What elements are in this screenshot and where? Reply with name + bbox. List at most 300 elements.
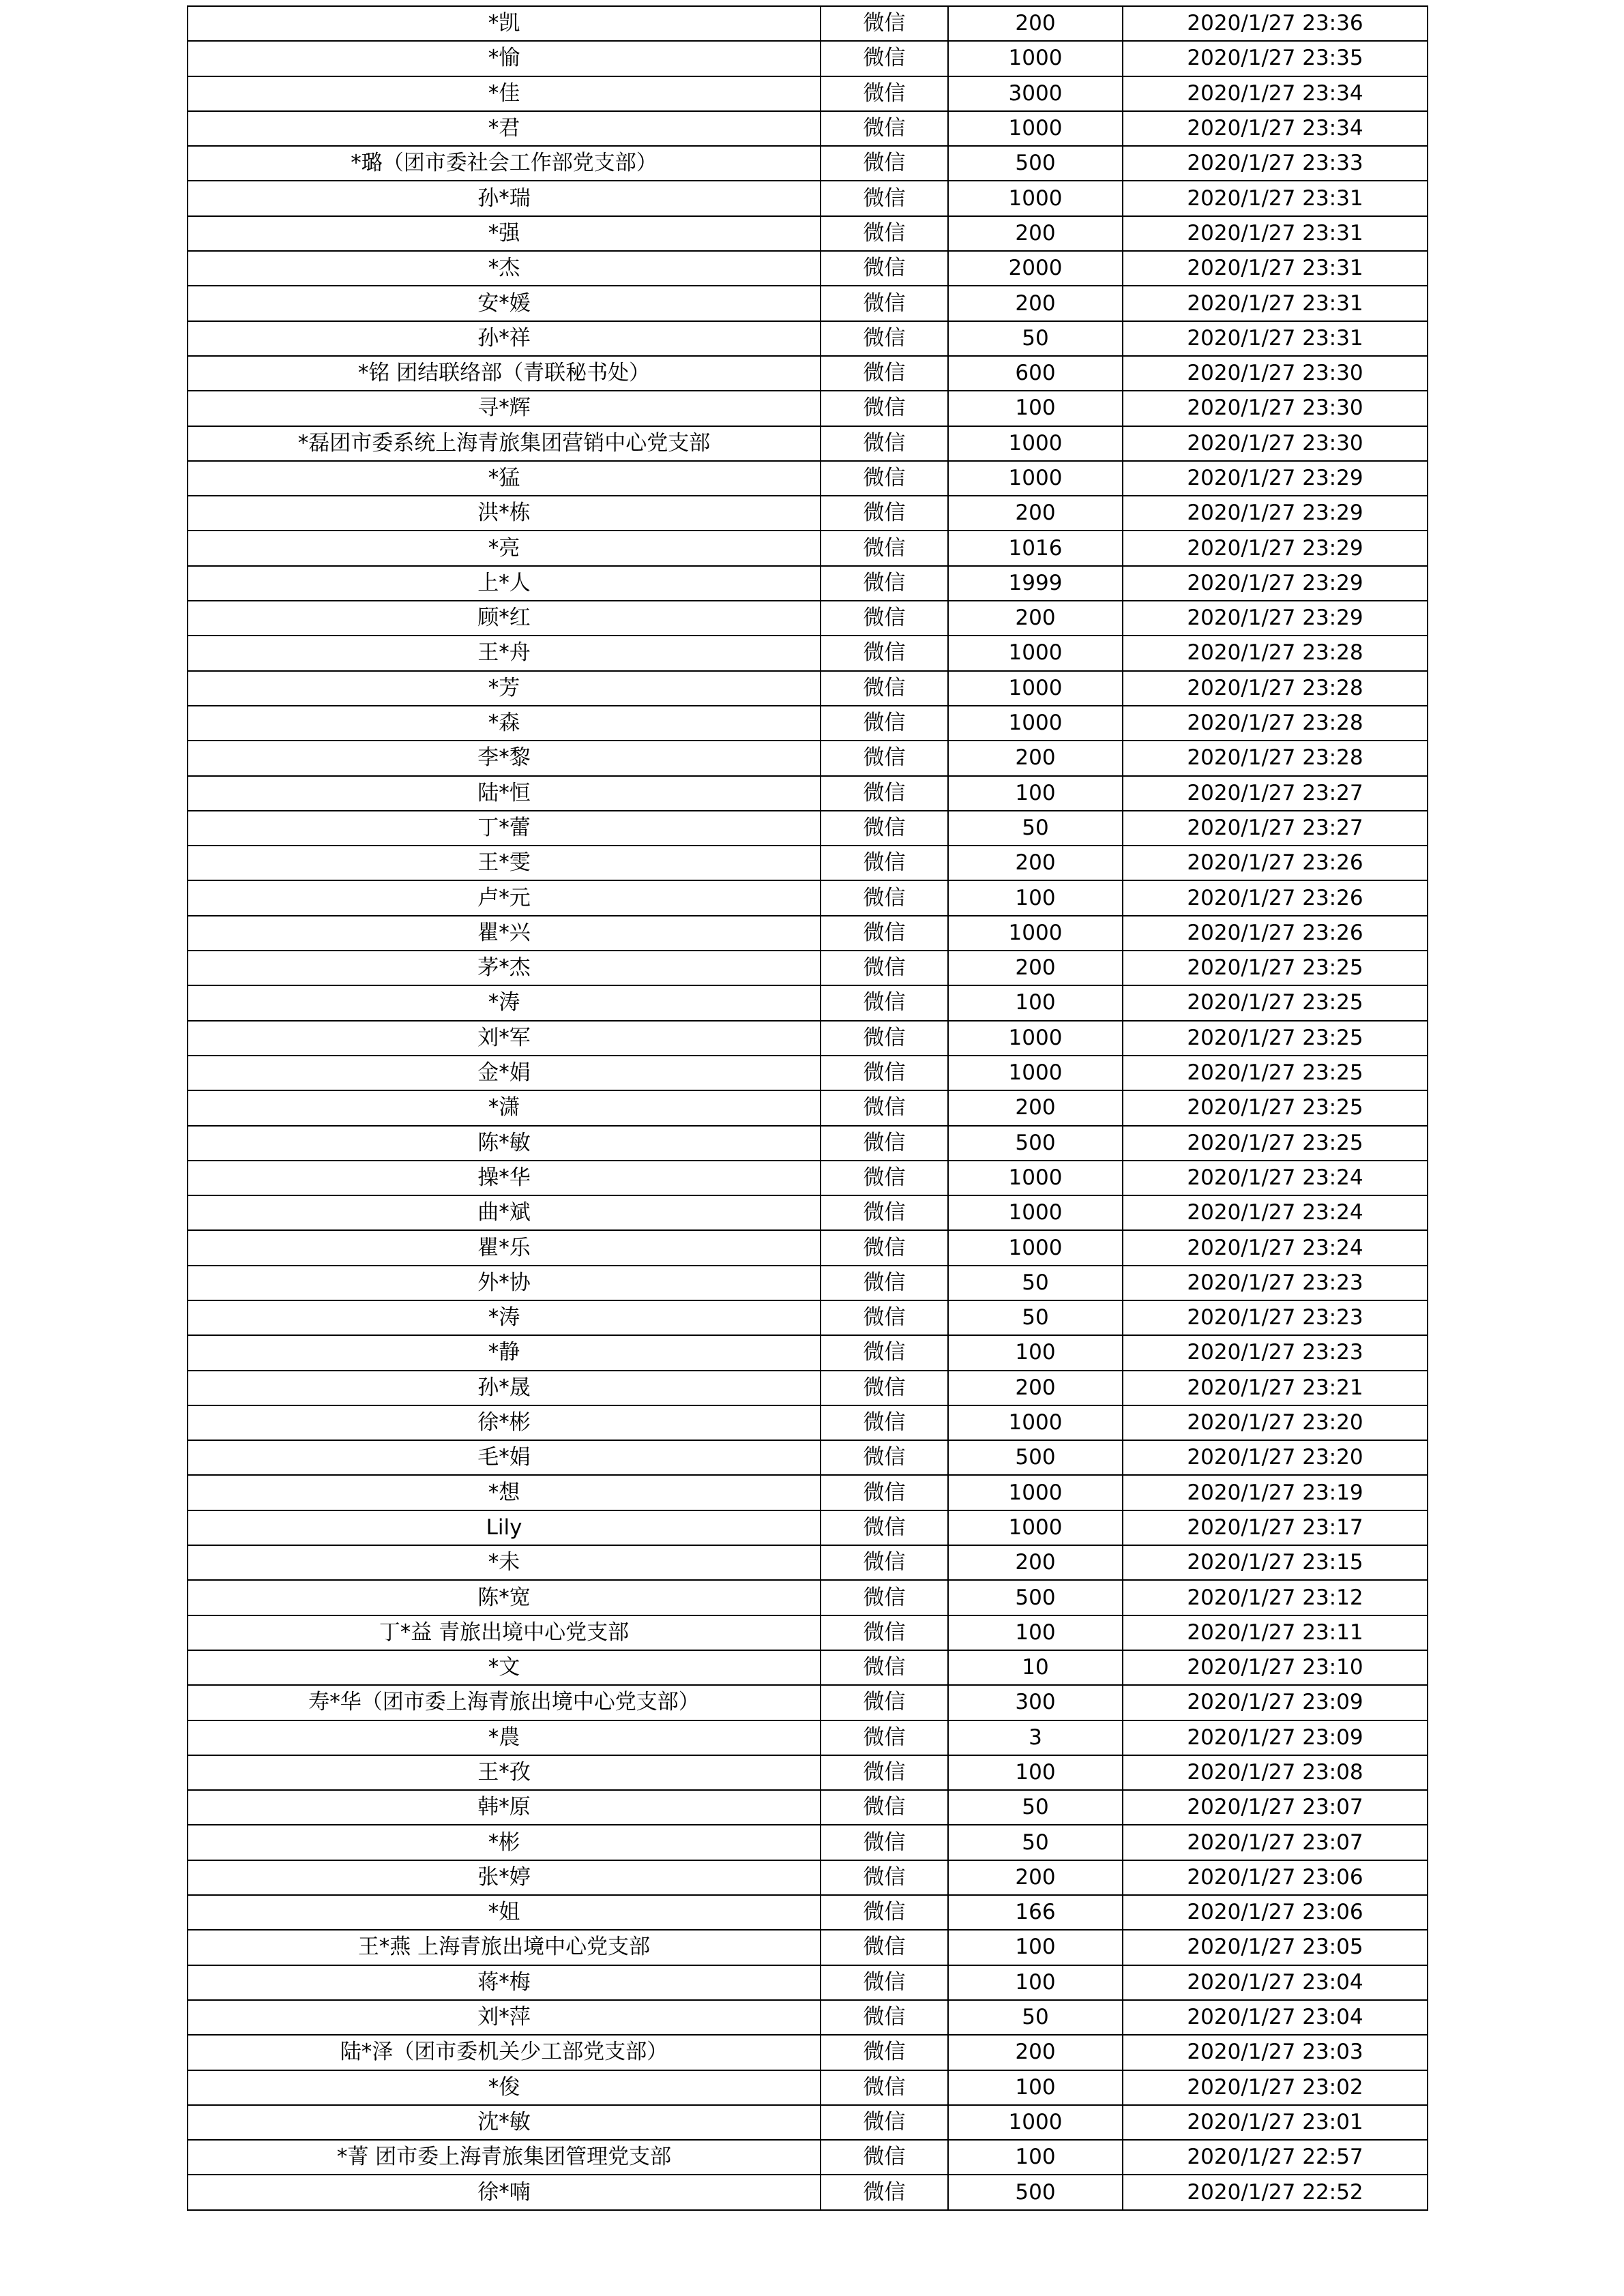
timestamp-cell: 2020/1/27 23:29 — [1123, 531, 1428, 565]
payment-method-cell: 微信 — [821, 1090, 948, 1125]
payment-method-cell: 微信 — [821, 1056, 948, 1090]
donor-name-cell: 上*人 — [188, 566, 821, 601]
timestamp-cell: 2020/1/27 23:31 — [1123, 216, 1428, 251]
table-row — [188, 706, 1428, 741]
donor-name-cell: Lily — [188, 1510, 821, 1545]
donor-name-cell: *潇 — [188, 1090, 821, 1125]
timestamp-cell: 2020/1/27 23:30 — [1123, 356, 1428, 391]
table-row — [188, 1545, 1428, 1580]
table-row — [188, 1405, 1428, 1440]
amount-cell: 50 — [948, 1266, 1123, 1300]
payment-method-cell: 微信 — [821, 1021, 948, 1056]
amount-cell: 100 — [948, 1615, 1123, 1650]
amount-cell: 1000 — [948, 1021, 1123, 1056]
payment-method-cell: 微信 — [821, 741, 948, 775]
timestamp-cell: 2020/1/27 23:31 — [1123, 286, 1428, 320]
amount-cell: 200 — [948, 496, 1123, 531]
table-row — [188, 321, 1428, 356]
amount-cell: 100 — [948, 1965, 1123, 2000]
timestamp-cell: 2020/1/27 23:24 — [1123, 1230, 1428, 1265]
donor-name-cell: 寿*华（团市委上海青旅出境中心党支部） — [188, 1685, 821, 1720]
table-row — [188, 1266, 1428, 1300]
table-row — [188, 1930, 1428, 1965]
donor-name-cell: *静 — [188, 1335, 821, 1370]
table-row — [188, 391, 1428, 426]
timestamp-cell: 2020/1/27 23:12 — [1123, 1580, 1428, 1615]
table-row — [188, 880, 1428, 915]
timestamp-cell: 2020/1/27 23:26 — [1123, 916, 1428, 951]
donor-name-cell: 王*孜 — [188, 1755, 821, 1790]
timestamp-cell: 2020/1/27 23:31 — [1123, 251, 1428, 286]
donor-name-cell: 毛*娟 — [188, 1440, 821, 1475]
amount-cell: 500 — [948, 1126, 1123, 1161]
donor-name-cell: *佳 — [188, 76, 821, 111]
amount-cell: 500 — [948, 1440, 1123, 1475]
timestamp-cell: 2020/1/27 23:29 — [1123, 601, 1428, 636]
payment-method-cell: 微信 — [821, 1860, 948, 1895]
payment-method-cell: 微信 — [821, 1371, 948, 1405]
payment-method-cell: 微信 — [821, 706, 948, 741]
payment-method-cell: 微信 — [821, 1510, 948, 1545]
amount-cell: 100 — [948, 1335, 1123, 1370]
donor-name-cell: *愉 — [188, 41, 821, 76]
payment-method-cell: 微信 — [821, 146, 948, 181]
timestamp-cell: 2020/1/27 23:26 — [1123, 880, 1428, 915]
amount-cell: 50 — [948, 1790, 1123, 1825]
amount-cell: 1000 — [948, 41, 1123, 76]
timestamp-cell: 2020/1/27 23:19 — [1123, 1475, 1428, 1510]
payment-method-cell: 微信 — [821, 1650, 948, 1685]
table-row — [188, 496, 1428, 531]
amount-cell: 100 — [948, 776, 1123, 811]
amount-cell: 1000 — [948, 1195, 1123, 1230]
timestamp-cell: 2020/1/27 23:33 — [1123, 146, 1428, 181]
payment-method-cell: 微信 — [821, 2070, 948, 2105]
amount-cell: 50 — [948, 321, 1123, 356]
table-row — [188, 846, 1428, 880]
table-row — [188, 2035, 1428, 2070]
timestamp-cell: 2020/1/27 23:23 — [1123, 1335, 1428, 1370]
amount-cell: 100 — [948, 1755, 1123, 1790]
timestamp-cell: 2020/1/27 23:28 — [1123, 671, 1428, 706]
table-row — [188, 356, 1428, 391]
payment-method-cell: 微信 — [821, 496, 948, 531]
donor-name-cell: *凯 — [188, 6, 821, 41]
timestamp-cell: 2020/1/27 22:57 — [1123, 2140, 1428, 2175]
table-row — [188, 601, 1428, 636]
amount-cell: 1000 — [948, 181, 1123, 215]
table-row — [188, 6, 1428, 41]
table-row — [188, 2070, 1428, 2105]
amount-cell: 200 — [948, 1371, 1123, 1405]
amount-cell: 1000 — [948, 1161, 1123, 1195]
donor-name-cell: *芳 — [188, 671, 821, 706]
donor-name-cell: 洪*栋 — [188, 496, 821, 531]
donor-name-cell: *璐（团市委社会工作部党支部） — [188, 146, 821, 181]
donor-name-cell: 金*娟 — [188, 1056, 821, 1090]
amount-cell: 1000 — [948, 706, 1123, 741]
donor-name-cell: *强 — [188, 216, 821, 251]
timestamp-cell: 2020/1/27 23:06 — [1123, 1895, 1428, 1930]
donor-name-cell: 孙*晟 — [188, 1371, 821, 1405]
timestamp-cell: 2020/1/27 23:21 — [1123, 1371, 1428, 1405]
payment-method-cell: 微信 — [821, 671, 948, 706]
payment-method-cell: 微信 — [821, 461, 948, 496]
donor-name-cell: 陆*恒 — [188, 776, 821, 811]
donor-name-cell: 沈*敏 — [188, 2105, 821, 2140]
amount-cell: 100 — [948, 2070, 1123, 2105]
donor-name-cell: 陈*宽 — [188, 1580, 821, 1615]
donor-name-cell: *磊团市委系统上海青旅集团营销中心党支部 — [188, 426, 821, 461]
timestamp-cell: 2020/1/27 23:02 — [1123, 2070, 1428, 2105]
timestamp-cell: 2020/1/27 22:52 — [1123, 2175, 1428, 2209]
payment-method-cell: 微信 — [821, 1300, 948, 1335]
amount-cell: 200 — [948, 2035, 1123, 2070]
table-row — [188, 1230, 1428, 1265]
amount-cell: 1000 — [948, 1475, 1123, 1510]
timestamp-cell: 2020/1/27 23:25 — [1123, 1090, 1428, 1125]
timestamp-cell: 2020/1/27 23:31 — [1123, 181, 1428, 215]
payment-method-cell: 微信 — [821, 2035, 948, 2070]
amount-cell: 1000 — [948, 1405, 1123, 1440]
table-row — [188, 1056, 1428, 1090]
timestamp-cell: 2020/1/27 23:30 — [1123, 391, 1428, 426]
donor-name-cell: 瞿*乐 — [188, 1230, 821, 1265]
timestamp-cell: 2020/1/27 23:24 — [1123, 1195, 1428, 1230]
amount-cell: 100 — [948, 391, 1123, 426]
donor-name-cell: 刘*军 — [188, 1021, 821, 1056]
timestamp-cell: 2020/1/27 23:15 — [1123, 1545, 1428, 1580]
payment-method-cell: 微信 — [821, 321, 948, 356]
amount-cell: 10 — [948, 1650, 1123, 1685]
timestamp-cell: 2020/1/27 23:10 — [1123, 1650, 1428, 1685]
amount-cell: 1000 — [948, 671, 1123, 706]
table-row — [188, 1335, 1428, 1370]
donor-name-cell: 王*雯 — [188, 846, 821, 880]
timestamp-cell: 2020/1/27 23:29 — [1123, 461, 1428, 496]
timestamp-cell: 2020/1/27 23:07 — [1123, 1790, 1428, 1825]
payment-method-cell: 微信 — [821, 2000, 948, 2035]
timestamp-cell: 2020/1/27 23:20 — [1123, 1405, 1428, 1440]
donor-name-cell: 刘*萍 — [188, 2000, 821, 2035]
donor-name-cell: 蒋*梅 — [188, 1965, 821, 2000]
payment-method-cell: 微信 — [821, 880, 948, 915]
timestamp-cell: 2020/1/27 23:30 — [1123, 426, 1428, 461]
amount-cell: 50 — [948, 1300, 1123, 1335]
payment-method-cell: 微信 — [821, 251, 948, 286]
payment-method-cell: 微信 — [821, 1230, 948, 1265]
payment-method-cell: 微信 — [821, 1195, 948, 1230]
donor-name-cell: 韩*原 — [188, 1790, 821, 1825]
amount-cell: 100 — [948, 985, 1123, 1020]
table-row — [188, 2000, 1428, 2035]
table-row — [188, 1371, 1428, 1405]
timestamp-cell: 2020/1/27 23:23 — [1123, 1266, 1428, 1300]
payment-method-cell: 微信 — [821, 2140, 948, 2175]
table-row — [188, 2175, 1428, 2209]
donor-name-cell: 卢*元 — [188, 880, 821, 915]
payment-method-cell: 微信 — [821, 1825, 948, 1860]
timestamp-cell: 2020/1/27 23:34 — [1123, 76, 1428, 111]
payment-method-cell: 微信 — [821, 2105, 948, 2140]
table-row — [188, 76, 1428, 111]
donation-table-body — [188, 6, 1428, 2210]
amount-cell: 200 — [948, 1545, 1123, 1580]
donor-name-cell: 陈*敏 — [188, 1126, 821, 1161]
amount-cell: 600 — [948, 356, 1123, 391]
timestamp-cell: 2020/1/27 23:23 — [1123, 1300, 1428, 1335]
amount-cell: 50 — [948, 1825, 1123, 1860]
donor-name-cell: *涛 — [188, 985, 821, 1020]
table-row — [188, 181, 1428, 215]
amount-cell: 1000 — [948, 111, 1123, 146]
donor-name-cell: 徐*彬 — [188, 1405, 821, 1440]
payment-method-cell: 微信 — [821, 41, 948, 76]
donor-name-cell: 丁*益 青旅出境中心党支部 — [188, 1615, 821, 1650]
amount-cell: 200 — [948, 1090, 1123, 1125]
table-row — [188, 1615, 1428, 1650]
donor-name-cell: *铭 团结联络部（青联秘书处） — [188, 356, 821, 391]
timestamp-cell: 2020/1/27 23:01 — [1123, 2105, 1428, 2140]
donor-name-cell: 顾*红 — [188, 601, 821, 636]
donor-name-cell: 孙*瑞 — [188, 181, 821, 215]
amount-cell: 100 — [948, 2140, 1123, 2175]
payment-method-cell: 微信 — [821, 1266, 948, 1300]
table-row — [188, 1895, 1428, 1930]
donor-name-cell: 曲*斌 — [188, 1195, 821, 1230]
amount-cell: 1000 — [948, 636, 1123, 670]
table-row — [188, 1685, 1428, 1720]
amount-cell: 100 — [948, 1930, 1123, 1965]
donation-table — [187, 5, 1428, 2211]
table-row — [188, 41, 1428, 76]
payment-method-cell: 微信 — [821, 1440, 948, 1475]
payment-method-cell: 微信 — [821, 426, 948, 461]
amount-cell: 500 — [948, 1580, 1123, 1615]
table-row — [188, 1790, 1428, 1825]
amount-cell: 1000 — [948, 1230, 1123, 1265]
timestamp-cell: 2020/1/27 23:09 — [1123, 1685, 1428, 1720]
table-row — [188, 1021, 1428, 1056]
table-row — [188, 1300, 1428, 1335]
payment-method-cell: 微信 — [821, 1720, 948, 1755]
payment-method-cell: 微信 — [821, 531, 948, 565]
timestamp-cell: 2020/1/27 23:27 — [1123, 811, 1428, 846]
donor-name-cell: 操*华 — [188, 1161, 821, 1195]
timestamp-cell: 2020/1/27 23:09 — [1123, 1720, 1428, 1755]
payment-method-cell: 微信 — [821, 636, 948, 670]
timestamp-cell: 2020/1/27 23:06 — [1123, 1860, 1428, 1895]
donor-name-cell: 丁*蕾 — [188, 811, 821, 846]
table-row — [188, 146, 1428, 181]
amount-cell: 1999 — [948, 566, 1123, 601]
amount-cell: 3000 — [948, 76, 1123, 111]
timestamp-cell: 2020/1/27 23:25 — [1123, 1126, 1428, 1161]
amount-cell: 500 — [948, 146, 1123, 181]
payment-method-cell: 微信 — [821, 1930, 948, 1965]
table-row — [188, 1126, 1428, 1161]
payment-method-cell: 微信 — [821, 111, 948, 146]
amount-cell: 50 — [948, 2000, 1123, 2035]
amount-cell: 300 — [948, 1685, 1123, 1720]
donor-name-cell: *杰 — [188, 251, 821, 286]
table-row — [188, 811, 1428, 846]
payment-method-cell: 微信 — [821, 601, 948, 636]
donor-name-cell: *森 — [188, 706, 821, 741]
amount-cell: 200 — [948, 216, 1123, 251]
amount-cell: 100 — [948, 880, 1123, 915]
timestamp-cell: 2020/1/27 23:28 — [1123, 706, 1428, 741]
table-row — [188, 1090, 1428, 1125]
donor-name-cell: *姐 — [188, 1895, 821, 1930]
payment-method-cell: 微信 — [821, 1790, 948, 1825]
table-row — [188, 2140, 1428, 2175]
timestamp-cell: 2020/1/27 23:28 — [1123, 636, 1428, 670]
amount-cell: 200 — [948, 846, 1123, 880]
amount-cell: 200 — [948, 6, 1123, 41]
donor-name-cell: 外*协 — [188, 1266, 821, 1300]
donor-name-cell: 王*燕 上海青旅出境中心党支部 — [188, 1930, 821, 1965]
donor-name-cell: *想 — [188, 1475, 821, 1510]
amount-cell: 3 — [948, 1720, 1123, 1755]
donor-name-cell: 李*黎 — [188, 741, 821, 775]
donor-name-cell: 茅*杰 — [188, 951, 821, 985]
amount-cell: 200 — [948, 951, 1123, 985]
amount-cell: 200 — [948, 1860, 1123, 1895]
donor-name-cell: 张*婷 — [188, 1860, 821, 1895]
donor-name-cell: 孙*祥 — [188, 321, 821, 356]
table-row — [188, 566, 1428, 601]
donor-name-cell: *亮 — [188, 531, 821, 565]
payment-method-cell: 微信 — [821, 216, 948, 251]
donor-name-cell: *農 — [188, 1720, 821, 1755]
table-row — [188, 671, 1428, 706]
amount-cell: 500 — [948, 2175, 1123, 2209]
donor-name-cell: 瞿*兴 — [188, 916, 821, 951]
timestamp-cell: 2020/1/27 23:11 — [1123, 1615, 1428, 1650]
table-row — [188, 1720, 1428, 1755]
table-row — [188, 1965, 1428, 2000]
donor-name-cell: *猛 — [188, 461, 821, 496]
payment-method-cell: 微信 — [821, 1475, 948, 1510]
table-row — [188, 251, 1428, 286]
amount-cell: 200 — [948, 601, 1123, 636]
table-row — [188, 1580, 1428, 1615]
timestamp-cell: 2020/1/27 23:05 — [1123, 1930, 1428, 1965]
timestamp-cell: 2020/1/27 23:17 — [1123, 1510, 1428, 1545]
donor-name-cell: *涛 — [188, 1300, 821, 1335]
timestamp-cell: 2020/1/27 23:31 — [1123, 321, 1428, 356]
table-row — [188, 1440, 1428, 1475]
table-row — [188, 1860, 1428, 1895]
payment-method-cell: 微信 — [821, 391, 948, 426]
payment-method-cell: 微信 — [821, 1126, 948, 1161]
table-row — [188, 951, 1428, 985]
table-row — [188, 461, 1428, 496]
table-row — [188, 741, 1428, 775]
payment-method-cell: 微信 — [821, 776, 948, 811]
timestamp-cell: 2020/1/27 23:25 — [1123, 985, 1428, 1020]
amount-cell: 1000 — [948, 461, 1123, 496]
timestamp-cell: 2020/1/27 23:04 — [1123, 2000, 1428, 2035]
amount-cell: 2000 — [948, 251, 1123, 286]
payment-method-cell: 微信 — [821, 1580, 948, 1615]
donor-name-cell: 徐*喃 — [188, 2175, 821, 2209]
donor-name-cell: *君 — [188, 111, 821, 146]
table-row — [188, 111, 1428, 146]
amount-cell: 1016 — [948, 531, 1123, 565]
payment-method-cell: 微信 — [821, 286, 948, 320]
table-row — [188, 1475, 1428, 1510]
table-row — [188, 216, 1428, 251]
timestamp-cell: 2020/1/27 23:24 — [1123, 1161, 1428, 1195]
table-row — [188, 776, 1428, 811]
timestamp-cell: 2020/1/27 23:29 — [1123, 496, 1428, 531]
timestamp-cell: 2020/1/27 23:04 — [1123, 1965, 1428, 2000]
timestamp-cell: 2020/1/27 23:26 — [1123, 846, 1428, 880]
payment-method-cell: 微信 — [821, 1965, 948, 2000]
table-row — [188, 1825, 1428, 1860]
payment-method-cell: 微信 — [821, 6, 948, 41]
payment-method-cell: 微信 — [821, 1335, 948, 1370]
donor-name-cell: 安*媛 — [188, 286, 821, 320]
payment-method-cell: 微信 — [821, 1405, 948, 1440]
amount-cell: 1000 — [948, 916, 1123, 951]
timestamp-cell: 2020/1/27 23:35 — [1123, 41, 1428, 76]
amount-cell: 166 — [948, 1895, 1123, 1930]
donor-name-cell: 陆*泽（团市委机关少工部党支部） — [188, 2035, 821, 2070]
payment-method-cell: 微信 — [821, 1161, 948, 1195]
payment-method-cell: 微信 — [821, 1545, 948, 1580]
payment-method-cell: 微信 — [821, 1685, 948, 1720]
amount-cell: 200 — [948, 741, 1123, 775]
donor-name-cell: 王*舟 — [188, 636, 821, 670]
table-row — [188, 985, 1428, 1020]
table-row — [188, 1755, 1428, 1790]
donor-name-cell: *未 — [188, 1545, 821, 1580]
timestamp-cell: 2020/1/27 23:25 — [1123, 1056, 1428, 1090]
timestamp-cell: 2020/1/27 23:27 — [1123, 776, 1428, 811]
timestamp-cell: 2020/1/27 23:20 — [1123, 1440, 1428, 1475]
timestamp-cell: 2020/1/27 23:25 — [1123, 951, 1428, 985]
timestamp-cell: 2020/1/27 23:36 — [1123, 6, 1428, 41]
table-row — [188, 636, 1428, 670]
payment-method-cell: 微信 — [821, 1615, 948, 1650]
payment-method-cell: 微信 — [821, 356, 948, 391]
timestamp-cell: 2020/1/27 23:29 — [1123, 566, 1428, 601]
table-row — [188, 1195, 1428, 1230]
timestamp-cell: 2020/1/27 23:08 — [1123, 1755, 1428, 1790]
timestamp-cell: 2020/1/27 23:25 — [1123, 1021, 1428, 1056]
table-row — [188, 1161, 1428, 1195]
payment-method-cell: 微信 — [821, 1755, 948, 1790]
donor-name-cell: *菁 团市委上海青旅集团管理党支部 — [188, 2140, 821, 2175]
payment-method-cell: 微信 — [821, 951, 948, 985]
table-row — [188, 2105, 1428, 2140]
timestamp-cell: 2020/1/27 23:03 — [1123, 2035, 1428, 2070]
amount-cell: 1000 — [948, 1056, 1123, 1090]
timestamp-cell: 2020/1/27 23:07 — [1123, 1825, 1428, 1860]
payment-method-cell: 微信 — [821, 2175, 948, 2209]
amount-cell: 200 — [948, 286, 1123, 320]
timestamp-cell: 2020/1/27 23:34 — [1123, 111, 1428, 146]
table-row — [188, 286, 1428, 320]
table-row — [188, 1510, 1428, 1545]
donor-name-cell: 寻*辉 — [188, 391, 821, 426]
payment-method-cell: 微信 — [821, 181, 948, 215]
table-row — [188, 531, 1428, 565]
donor-name-cell: *文 — [188, 1650, 821, 1685]
